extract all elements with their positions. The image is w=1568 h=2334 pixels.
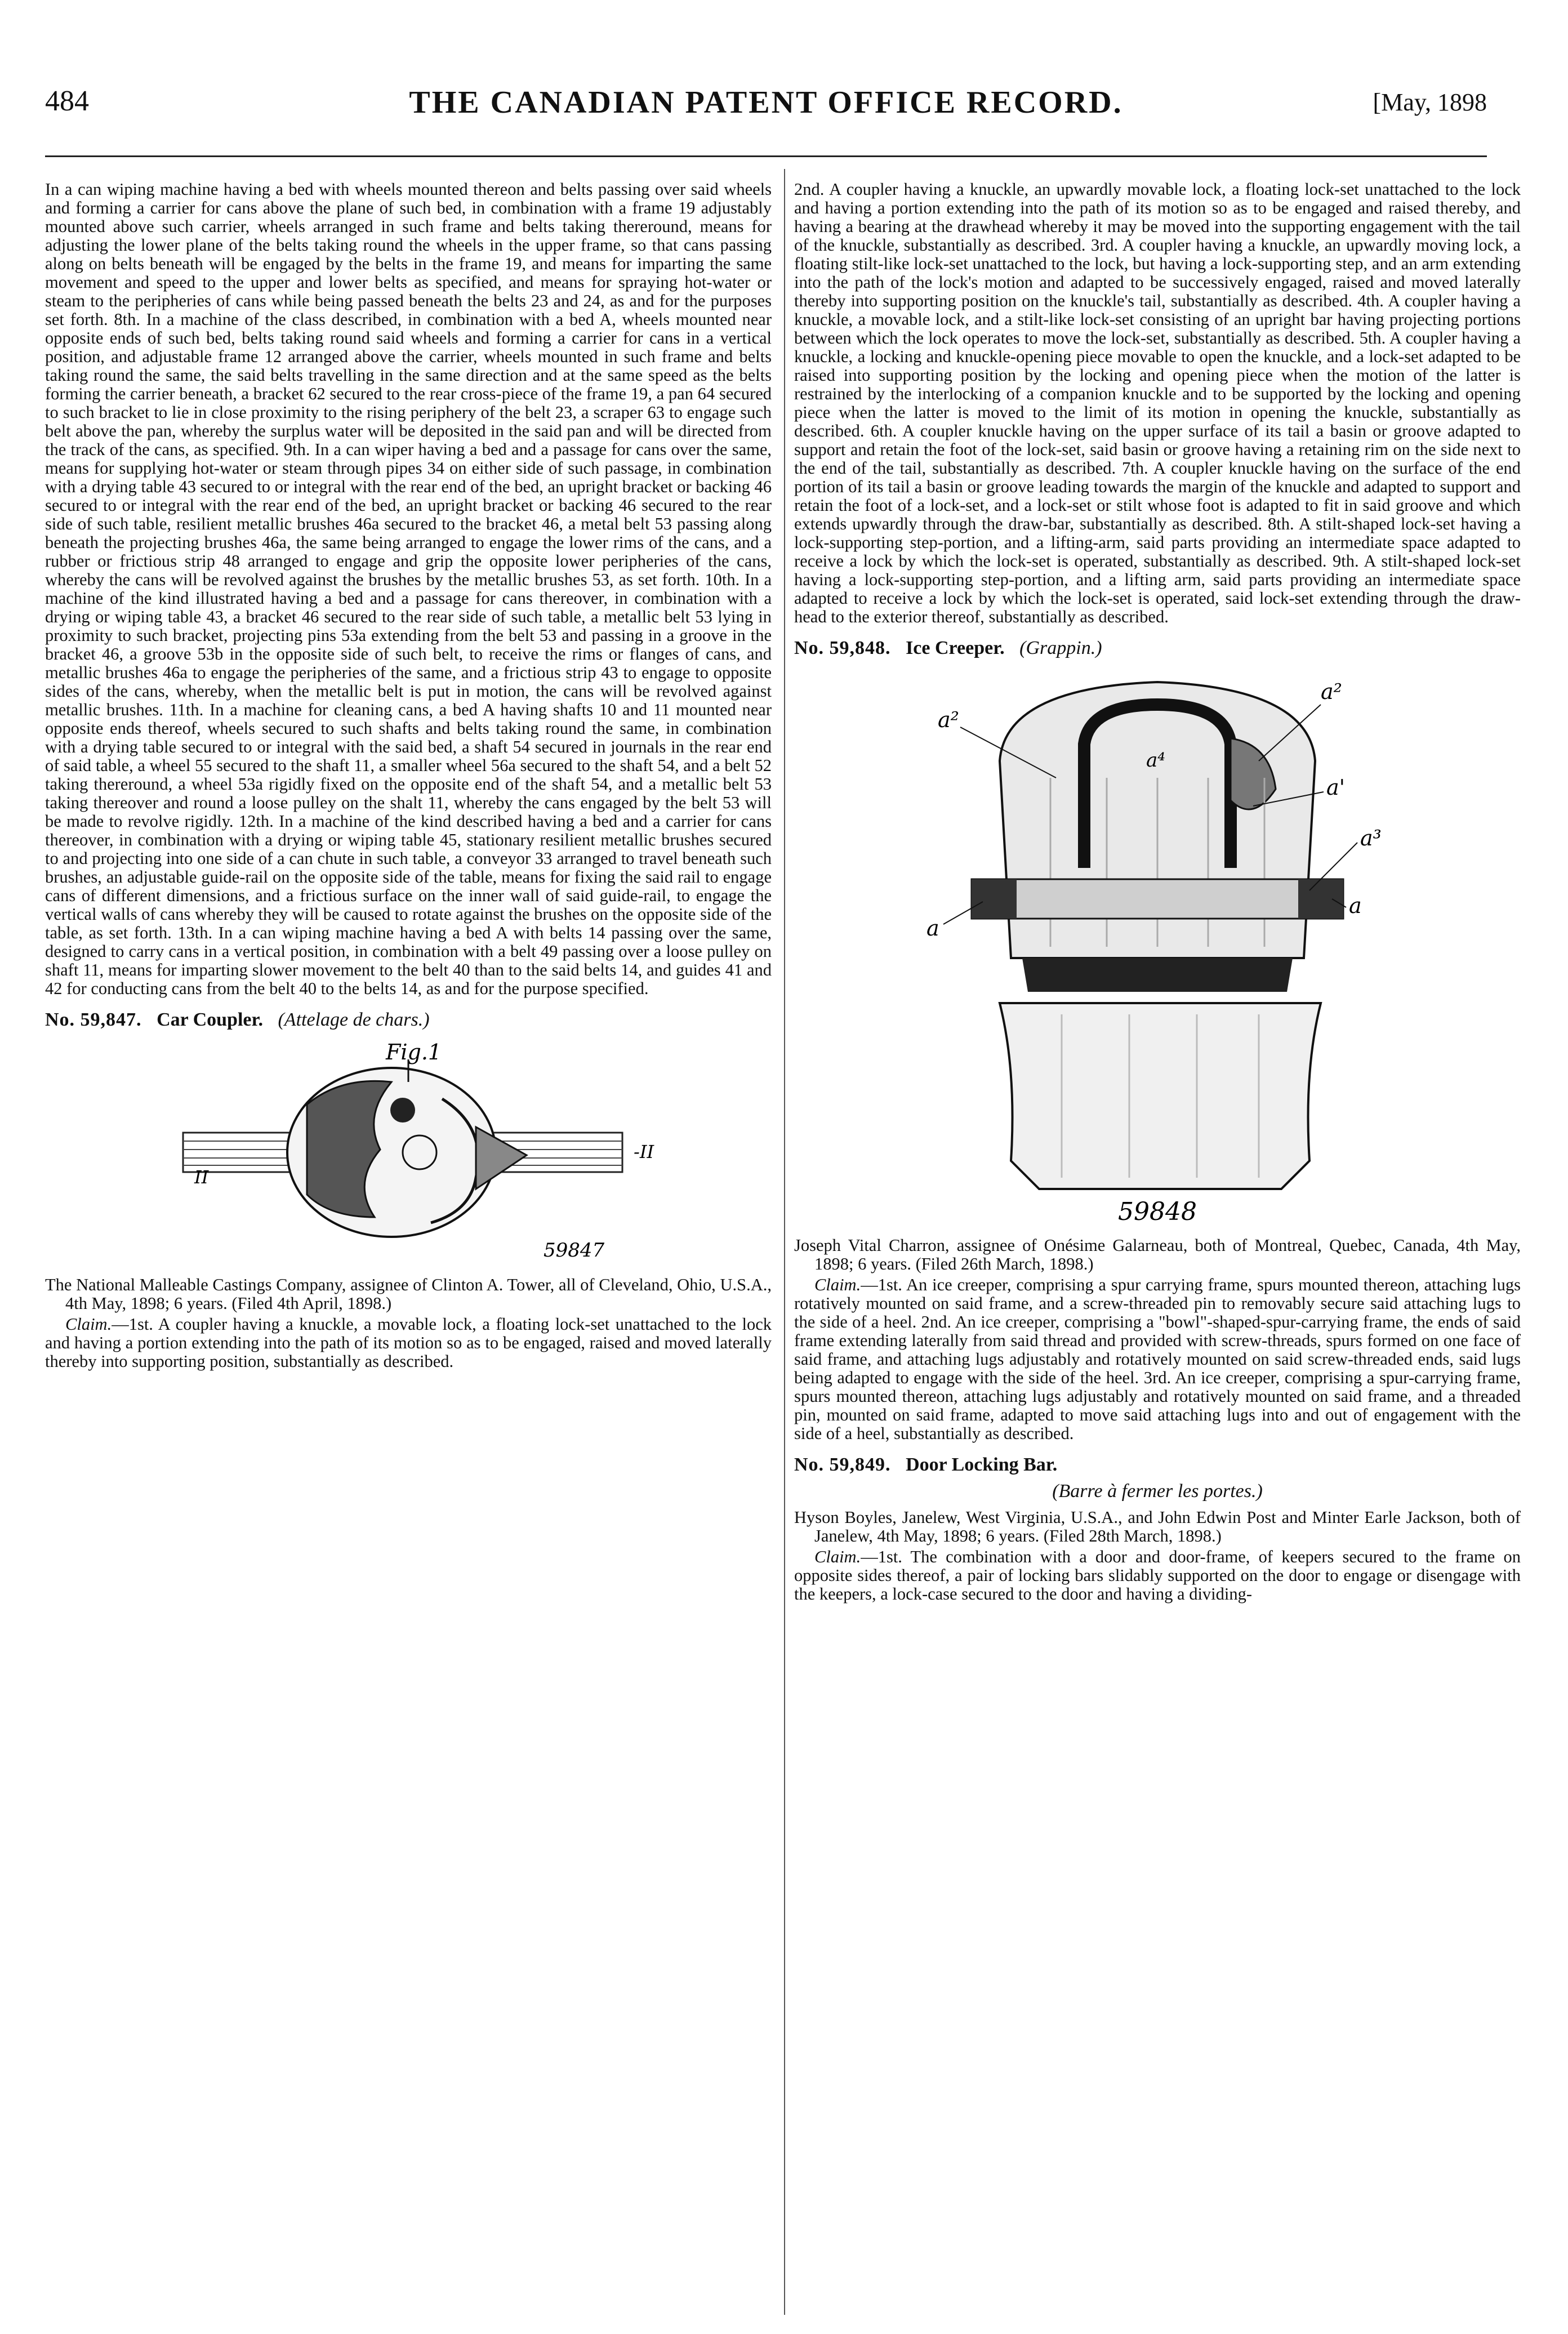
header-rule: [45, 155, 1487, 157]
patent-claim: [45, 1315, 772, 1371]
claim-text: —1st. An ice creeper, comprising a spur carrying frame, spurs mounted thereon, attaching lugs rotatively mounted on said frame, and a screw-threaded pin to removably secure said attaching lugs to the side of a heel. 2nd. An ice creeper, comprising a "bowl"-shaped-spur-carrying frame, the ends of said frame extending laterally from said thread and provided with screw-threads, spurs formed on one face of said frame, and attaching lugs adjustably and rotatively mounted on said screw-threaded ends, said lugs being adapted to engage with the side of the heel. 3rd. An ice creeper, comprising a spur-carrying frame, spurs mounted thereon, attaching lugs adjustably and rotatively mounted on said frame, and a threaded pin, mounted on said frame, adapted to move said attaching lugs into and out of engagement with the side of a heel, substantially as described.: [794, 1275, 1521, 1443]
ref-label: a²: [1321, 679, 1342, 704]
ice-creeper-figure: [915, 665, 1400, 1228]
claim-label: Claim.: [814, 1275, 861, 1294]
heel-plate: [1000, 1003, 1321, 1189]
ref-label: a⁴: [1146, 749, 1165, 772]
ref-label: a: [1349, 893, 1362, 918]
right-column: [794, 180, 1521, 1606]
patent-heading-59849: [794, 1455, 1521, 1474]
patent-applicant: Joseph Vital Charron, assignee of Onésime Galarneau, both of Montreal, Quebec, Canada, 4th May, 1898; 6 years. (Filed 26th March, 1898.): [794, 1236, 1521, 1273]
ref-label: a³: [1360, 826, 1382, 850]
patent-french-title: (Attelage de chars.): [278, 1009, 430, 1030]
column-divider: [784, 169, 785, 2315]
figure-number: 59847: [544, 1239, 605, 1262]
ref-label: a²: [938, 707, 959, 732]
claim-label: Claim.: [65, 1315, 112, 1334]
patent-claim: [794, 1548, 1521, 1603]
page-header: [45, 84, 1487, 135]
car-coupler-figure: [138, 1037, 679, 1268]
lock-set-shape: [476, 1127, 527, 1189]
journal-title: THE CANADIAN PATENT OFFICE RECORD.: [409, 85, 1123, 120]
attaching-lug-right: [1298, 879, 1343, 919]
claims-continuation-text: 2nd. A coupler having a knuckle, an upwardly movable lock, a floating lock-set unattached to the lock and having a portion extending into the path of its motion so as to be engaged and raised thereby, and having a bearing at the drawhead whereby it may be moved into the supporting engagement with the tail of the knuckle, substantially as described. 3rd. A coupler having a knuckle, an upwardly moving lock, a floating stilt-like lock-set unattached to the lock, but having a lock-supporting step, and an arm extending into the path of the lock's motion and adapted to be successively engaged, raised and moved laterally thereby into supporting position on the knuckle's tail, substantially as described. 4th. A coupler having a knuckle, a movable lock, and a stilt-like lock-set consisting of an upright bar having projecting portions between which the lock operates to move the lock-set, substantially as described. 5th. A coupler having a knuckle, a locking and knuckle-opening piece movable to open the knuckle, and a lock-set adapted to be raised into supporting position by the locking and opening piece when the motion of the latter is restrained by the interlocking of a companion knuckle and to be supported by the locking and opening piece when the latter is moved to the limit of its motion in opening the knuckle, substantially as described. 6th. A coupler knuckle having on the upper surface of its tail a basin or groove adapted to support and retain the foot of the lock-set, said basin or groove having a retaining rim on the side next to the end of the tail, substantially as described. 7th. A coupler knuckle having on the surface of the end portion of its tail a basin or groove leading towards the margin of the knuckle and adapted to support and retain the foot of a lock-set, and a lock-set or stilt whose foot is adapted to fit in said groove and which extends upwardly through the draw-bar, substantially as described. 8th. A stilt-shaped lock-set having a lock-supporting step-portion, and a lifting-arm, said parts providing an intermediate space adapted to receive a lock by which the lock-set is operated, substantially as described. 9th. A stilt-shaped lock-set having a lock-supporting step-portion, and a lifting arm, said parts providing an intermediate space adapted to receive a lock by which the lock-set is operated, said lock-set extending through the draw-head to the exterior thereof, substantially as described.: [794, 180, 1521, 626]
ref-label: a': [1326, 775, 1346, 800]
issue-date: [May, 1898: [1373, 88, 1487, 116]
patent-title: Door Locking Bar.: [906, 1454, 1058, 1475]
patent-heading-59848: [794, 639, 1521, 657]
patent-heading-59847: [45, 1010, 772, 1029]
left-column: [45, 180, 772, 1373]
pivot-pin: [390, 1098, 415, 1123]
patent-title: Car Coupler.: [157, 1009, 263, 1030]
spur-band: [1022, 958, 1293, 992]
patent-applicant: Hyson Boyles, Janelew, West Virginia, U.S.A., and John Edwin Post and Minter Earle Jackson, both of Janelew, 4th May, 1898; 6 years. (Filed 28th March, 1898.): [794, 1508, 1521, 1545]
patent-claim: [794, 1276, 1521, 1443]
claim-text: —1st. The combination with a door and door-frame, of keepers secured to the frame on opposite sides thereof, a pair of locking bars slidably supported on the door to engage or disengage with the keepers, a lock-case secured to the door and having a dividing-: [794, 1547, 1521, 1603]
patent-title: Ice Creeper.: [906, 638, 1005, 658]
patent-number: No. 59,847.: [45, 1009, 142, 1030]
claim-label: Claim.: [814, 1547, 861, 1566]
patent-number: No. 59,849.: [794, 1454, 891, 1475]
threaded-pin: [972, 879, 1343, 919]
patent-applicant: The National Malleable Castings Company, assignee of Clinton A. Tower, all of Cleveland, Ohio, U.S.A., 4th May, 1898; 6 years. (Filed 4th April, 1898.): [45, 1275, 772, 1313]
figure-number: 59848: [1118, 1197, 1197, 1226]
attaching-lug-left: [972, 879, 1017, 919]
figure-caption: Fig.1: [386, 1040, 442, 1064]
page-number: 484: [45, 85, 89, 117]
ref-label: a: [926, 916, 939, 941]
claims-continuation-text: In a can wiping machine having a bed with wheels mounted thereon and belts passing over said wheels and forming a carrier for cans above the plane of such bed, in combination with a frame 19 adjustably mounted above such carrier, wheels arranged in such frame and belts taking thereround, means for adjusting the lower plane of the belts taking round the wheels in the upper frame, so that cans passing along on belts beneath will be engaged by the belts in the frame 19, and means for imparting the same movement and speed to the upper and lower belts as specified, and means for spraying hot-water or steam to the peripheries of cans while being passed beneath the belts 23 and 24, as and for the purposes set forth. 8th. In a machine of the class described, in combination with a bed A, wheels mounted near opposite ends of such bed, belts taking round said wheels and forming a carrier for cans in a vertical position, and adjustable frame 12 arranged above the carrier, wheels mounted in such frame and belts taking round the same, the said belts travelling in the same direction and at the same speed as the belts forming the carrier beneath, a bracket 62 secured to the rear cross-piece of the frame 19, a pan 64 secured to such bracket to lie in close proximity to the rising periphery of the belt 23, a scraper 63 to engage such belt above the pan, whereby the surplus water will be deposited in the said pan and will be directed from the track of the cans, as specified. 9th. In a can wiper having a bed and a passage for cans over the same, means for supplying hot-water or steam through pipes 34 on either side of such passage, in combination with a drying table 43 secured to or integral with the rear end of the bed, an upright bracket or backing 46 secured to or integral with the rear end of the bed, an upright bracket or backing 46 secured to the rear side of such table, resilient metallic brushes 46a secured to the bracket 46, a metal belt 53 passing along beneath the projecting brushes 46a, the same being arranged to engage the lower rims of the cans, and a rubber or frictious strip 48 arranged to engage and grip the opposite lower peripheries of the cans, whereby the cans will be revolved against the brushes by the metallic brushes 53, as set forth. 10th. In a machine of the kind illustrated having a bed and a passage for cans thereover, in combination with a drying or wiping table 43, a bracket 46 secured to the rear side of such table, a metallic belt 53 lying in proximity to such bracket, projecting pins 53a extending from the belt 53 and passing in a groove in the bracket 46, a groove 53b in the opposite side of such belt, to receive the rims or flanges of cans, and metallic brushes 46a to engage the peripheries of the same, and a frictious strip 43 to engage to opposite sides of the cans, whereby, when the metallic belt is put in motion, the cans will be revolved against metallic brushes. 11th. In a machine for cleaning cans, a bed A having shafts 10 and 11 mounted near opposite ends thereof, wheels secured to such shafts and belts taking round the same, in combination with a drying table secured to or integral with the said bed, a shaft 54 secured in journals in the rear end of said table, a wheel 55 secured to the shaft 11, a smaller wheel 56a secured to the shaft 54, and a belt 52 taking thereround, a wheel 53a rigidly fixed on the opposite end of the shaft 54, and a metallic belt 53 taking thereover and round a loose pulley on the shalt 11, whereby the cans engaged by the belt 53 will be made to revolve rigidly. 12th. In a machine of the kind described having a bed and a carrier for cans thereover, in combination with a drying or wiping table 45, stationary resilient metallic brushes secured to and projecting into one side of a can chute in such table, a conveyor 33 arranged to travel beneath such brushes, an adjustable guide-rail on the opposite side of the table, means for fixing the said rail to engage cans of different dimensions, and a frictious surface on the inner wall of said guide-rail, to engage the vertical walls of cans whereby they will be caused to rotate against the brushes on the opposite side of the table, as set forth. 13th. In a can wiping machine having a bed A with belts 14 passing over the same, designed to carry cans in a vertical position, in combination with a belt 49 passing over a loose pulley on shaft 11, means for imparting slower movement to the belt 40 than to the said belts 14, and guides 41 and 42 for conducting cans from the belt 40 to the belts 14, as and for the purpose specified.: [45, 180, 772, 998]
label-ii-left: II: [194, 1166, 209, 1188]
patent-number: No. 59,848.: [794, 638, 891, 658]
patent-french-title: (Barre à fermer les portes.): [1052, 1481, 1263, 1502]
patent-french-title: (Grappin.): [1019, 638, 1102, 658]
label-ii-right: -II: [634, 1141, 654, 1162]
claim-text: —1st. A coupler having a knuckle, a movable lock, a floating lock-set unattached to the lock and having a portion extending into the path of its motion so as to be engaged, raised and moved laterally thereby into supporting position, substantially as described.: [45, 1315, 772, 1371]
